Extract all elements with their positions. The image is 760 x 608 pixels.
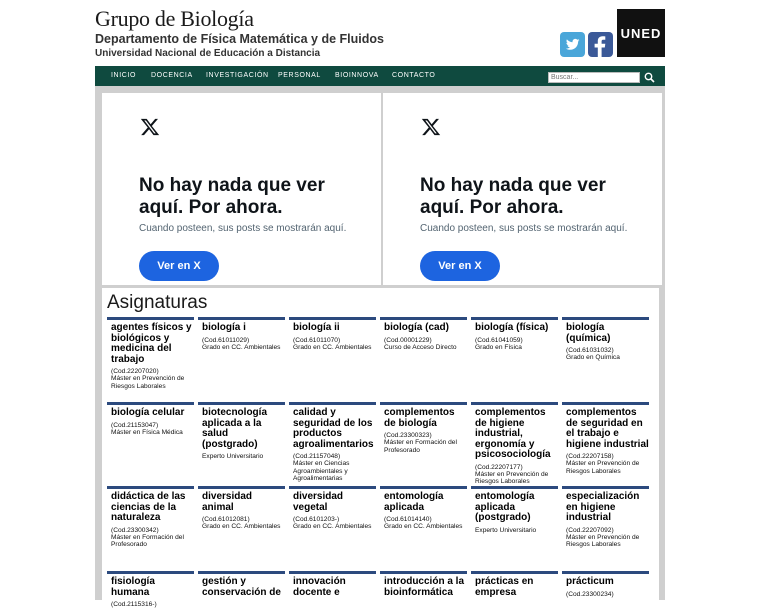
course-card[interactable] — [471, 486, 558, 534]
course-title[interactable]: biología (física) — [475, 322, 549, 333]
course-title[interactable]: gestión y conservación de — [202, 576, 281, 598]
course-title[interactable]: prácticas en empresa — [475, 576, 534, 598]
course-degree: Máster en Prevención de Riesgos Laborales — [566, 460, 640, 475]
course-code: (Cod.23300234) — [566, 590, 614, 598]
course-card[interactable] — [198, 571, 285, 598]
twitter-icon[interactable] — [560, 32, 585, 57]
course-card[interactable] — [289, 486, 376, 531]
section-title: Asignaturas — [107, 292, 208, 313]
course-card[interactable] — [380, 317, 467, 351]
course-title[interactable]: didáctica de las ciencias de la naturaleza — [111, 491, 186, 523]
course-title[interactable]: innovación docente e — [293, 576, 346, 598]
course-card[interactable] — [380, 486, 467, 531]
department-name: Departamento de Física Matemática y de Fluidos — [95, 32, 384, 46]
empty-title: No hay nada que ver aquí. Por ahora. — [420, 175, 606, 218]
course-degree: Máster en Prevención de Riesgos Laborales — [111, 375, 185, 390]
x-logo-icon[interactable] — [140, 117, 160, 137]
course-card[interactable] — [380, 402, 467, 454]
course-code: (Cod.21157048) — [293, 453, 341, 460]
course-degree: Experto Universitario — [475, 526, 537, 534]
site-header — [0, 0, 760, 66]
uned-logo[interactable]: UNED — [617, 9, 665, 57]
course-code: (Cod.22207158) — [566, 453, 614, 460]
nav-item-personal[interactable]: PERSONAL — [278, 72, 321, 79]
course-degree: Máster en Prevención de Riesgos Laborales — [475, 470, 549, 486]
course-code: (Cod.21153047) — [111, 421, 159, 429]
course-card[interactable] — [107, 486, 194, 549]
course-degree: Grado en CC. Ambientales — [202, 343, 281, 351]
course-card[interactable] — [289, 402, 376, 483]
x-timeline-embed — [102, 93, 381, 285]
course-card[interactable] — [562, 571, 649, 598]
course-degree: Grado en CC. Ambientales — [293, 343, 372, 351]
course-code: (Cod.61014140) — [384, 516, 432, 523]
course-code: (Cod.23300323) — [384, 432, 432, 439]
course-title[interactable]: complementos de higiene industrial, ergonomía y psicosociología — [475, 407, 551, 460]
course-code: (Cod.6101203-) — [293, 516, 340, 523]
course-card[interactable] — [562, 486, 649, 549]
course-code: (Cod.61011029) — [202, 336, 250, 344]
course-title[interactable]: biología ii — [293, 322, 340, 333]
nav-item-contacto[interactable]: CONTACTO — [392, 72, 436, 79]
course-card[interactable] — [562, 317, 649, 362]
course-title[interactable]: complementos de seguridad en el trabajo e higiene industrial — [566, 407, 649, 450]
nav-item-investigacion[interactable]: INVESTIGACIÓN — [206, 72, 269, 79]
course-card[interactable] — [107, 402, 194, 436]
course-degree: Grado en Química — [566, 354, 620, 362]
course-code: (Cod.2115316-) — [111, 601, 157, 608]
course-code: (Cod.00001229) — [384, 336, 432, 344]
course-title[interactable]: especialización en higiene industrial — [566, 491, 640, 523]
nav-item-docencia[interactable]: DOCENCIA — [151, 72, 193, 79]
course-title[interactable]: calidad y seguridad de los productos agroalimentarios — [293, 407, 374, 450]
course-title[interactable]: diversidad animal — [202, 491, 253, 513]
university-name: Universidad Nacional de Educación a Distancia — [95, 48, 321, 59]
x-timeline-embed — [383, 93, 662, 285]
course-degree: Máster en Formación del Profesorado — [111, 533, 184, 549]
course-title[interactable]: biología (cad) — [384, 322, 449, 333]
course-title[interactable]: biología celular — [111, 407, 185, 418]
course-title[interactable]: introducción a la bioinformática — [384, 576, 465, 598]
course-card[interactable] — [562, 402, 649, 475]
empty-subtitle: Cuando posteen, sus posts se mostrarán aquí. — [420, 223, 628, 234]
course-degree: Grado en CC. Ambientales — [384, 523, 463, 531]
view-on-x-button[interactable]: Ver en X — [139, 251, 219, 281]
course-card[interactable] — [107, 317, 194, 390]
course-degree: Grado en CC. Ambientales — [293, 523, 372, 531]
course-title[interactable]: diversidad vegetal — [293, 491, 344, 513]
course-code: (Cod.22207177) — [475, 463, 523, 471]
course-title[interactable]: entomología aplicada (postgrado) — [475, 491, 535, 523]
course-title[interactable]: biología (química) — [566, 322, 611, 344]
course-code: (Cod.22207020) — [111, 368, 159, 375]
facebook-icon[interactable] — [588, 32, 613, 57]
asignaturas-panel — [102, 288, 659, 608]
course-card[interactable] — [471, 571, 558, 598]
course-title[interactable]: biotecnología aplicada a la salud (postgrado) — [202, 407, 267, 450]
search-input[interactable] — [548, 72, 640, 83]
course-card[interactable] — [198, 317, 285, 351]
course-code: (Cod.61011070) — [293, 336, 341, 344]
course-title[interactable]: biología i — [202, 322, 246, 333]
course-degree: Máster en Prevención de Riesgos Laborales — [566, 533, 640, 549]
course-degree: Grado en CC. Ambientales — [202, 523, 281, 531]
course-card[interactable] — [471, 402, 558, 486]
course-degree: Experto Universitario — [202, 453, 264, 460]
course-title[interactable]: agentes físicos y biológicos y medicina del trabajo — [111, 322, 192, 365]
course-card[interactable] — [107, 571, 194, 608]
nav-item-inicio[interactable]: INICIO — [111, 72, 136, 79]
course-card[interactable] — [198, 402, 285, 460]
nav-item-bioinnova[interactable]: BIOINNOVA — [335, 72, 379, 79]
course-card[interactable] — [198, 486, 285, 531]
course-card[interactable] — [289, 571, 376, 598]
course-title[interactable]: complementos de biología — [384, 407, 455, 429]
course-degree: Grado en Física — [475, 343, 522, 351]
course-title[interactable]: entomología aplicada — [384, 491, 444, 513]
course-code: (Cod.61031032) — [566, 347, 614, 354]
empty-subtitle: Cuando posteen, sus posts se mostrarán aquí. — [139, 223, 347, 234]
x-logo-icon[interactable] — [421, 117, 441, 137]
site-title[interactable]: Grupo de Biología — [95, 6, 254, 31]
search-icon[interactable] — [643, 71, 656, 84]
course-title[interactable]: prácticum — [566, 576, 614, 587]
course-degree: Máster en Ciencias Agroambientales y Agroalimentarias — [293, 460, 350, 483]
course-degree: Máster en Formación del Profesorado — [384, 439, 457, 454]
course-code: (Cod.61012081) — [202, 516, 250, 523]
course-card[interactable] — [289, 317, 376, 351]
course-card[interactable] — [380, 571, 467, 598]
course-code: (Cod.23300342) — [111, 526, 159, 534]
course-degree: Máster en Física Médica — [111, 428, 183, 436]
course-code: (Cod.22207092) — [566, 526, 614, 534]
empty-title: No hay nada que ver aquí. Por ahora. — [139, 175, 325, 218]
view-on-x-button[interactable]: Ver en X — [420, 251, 500, 281]
course-card[interactable] — [471, 317, 558, 351]
course-title[interactable]: fisiología humana — [111, 576, 155, 598]
course-degree: Curso de Acceso Directo — [384, 343, 457, 351]
course-code: (Cod.61041059) — [475, 336, 523, 344]
